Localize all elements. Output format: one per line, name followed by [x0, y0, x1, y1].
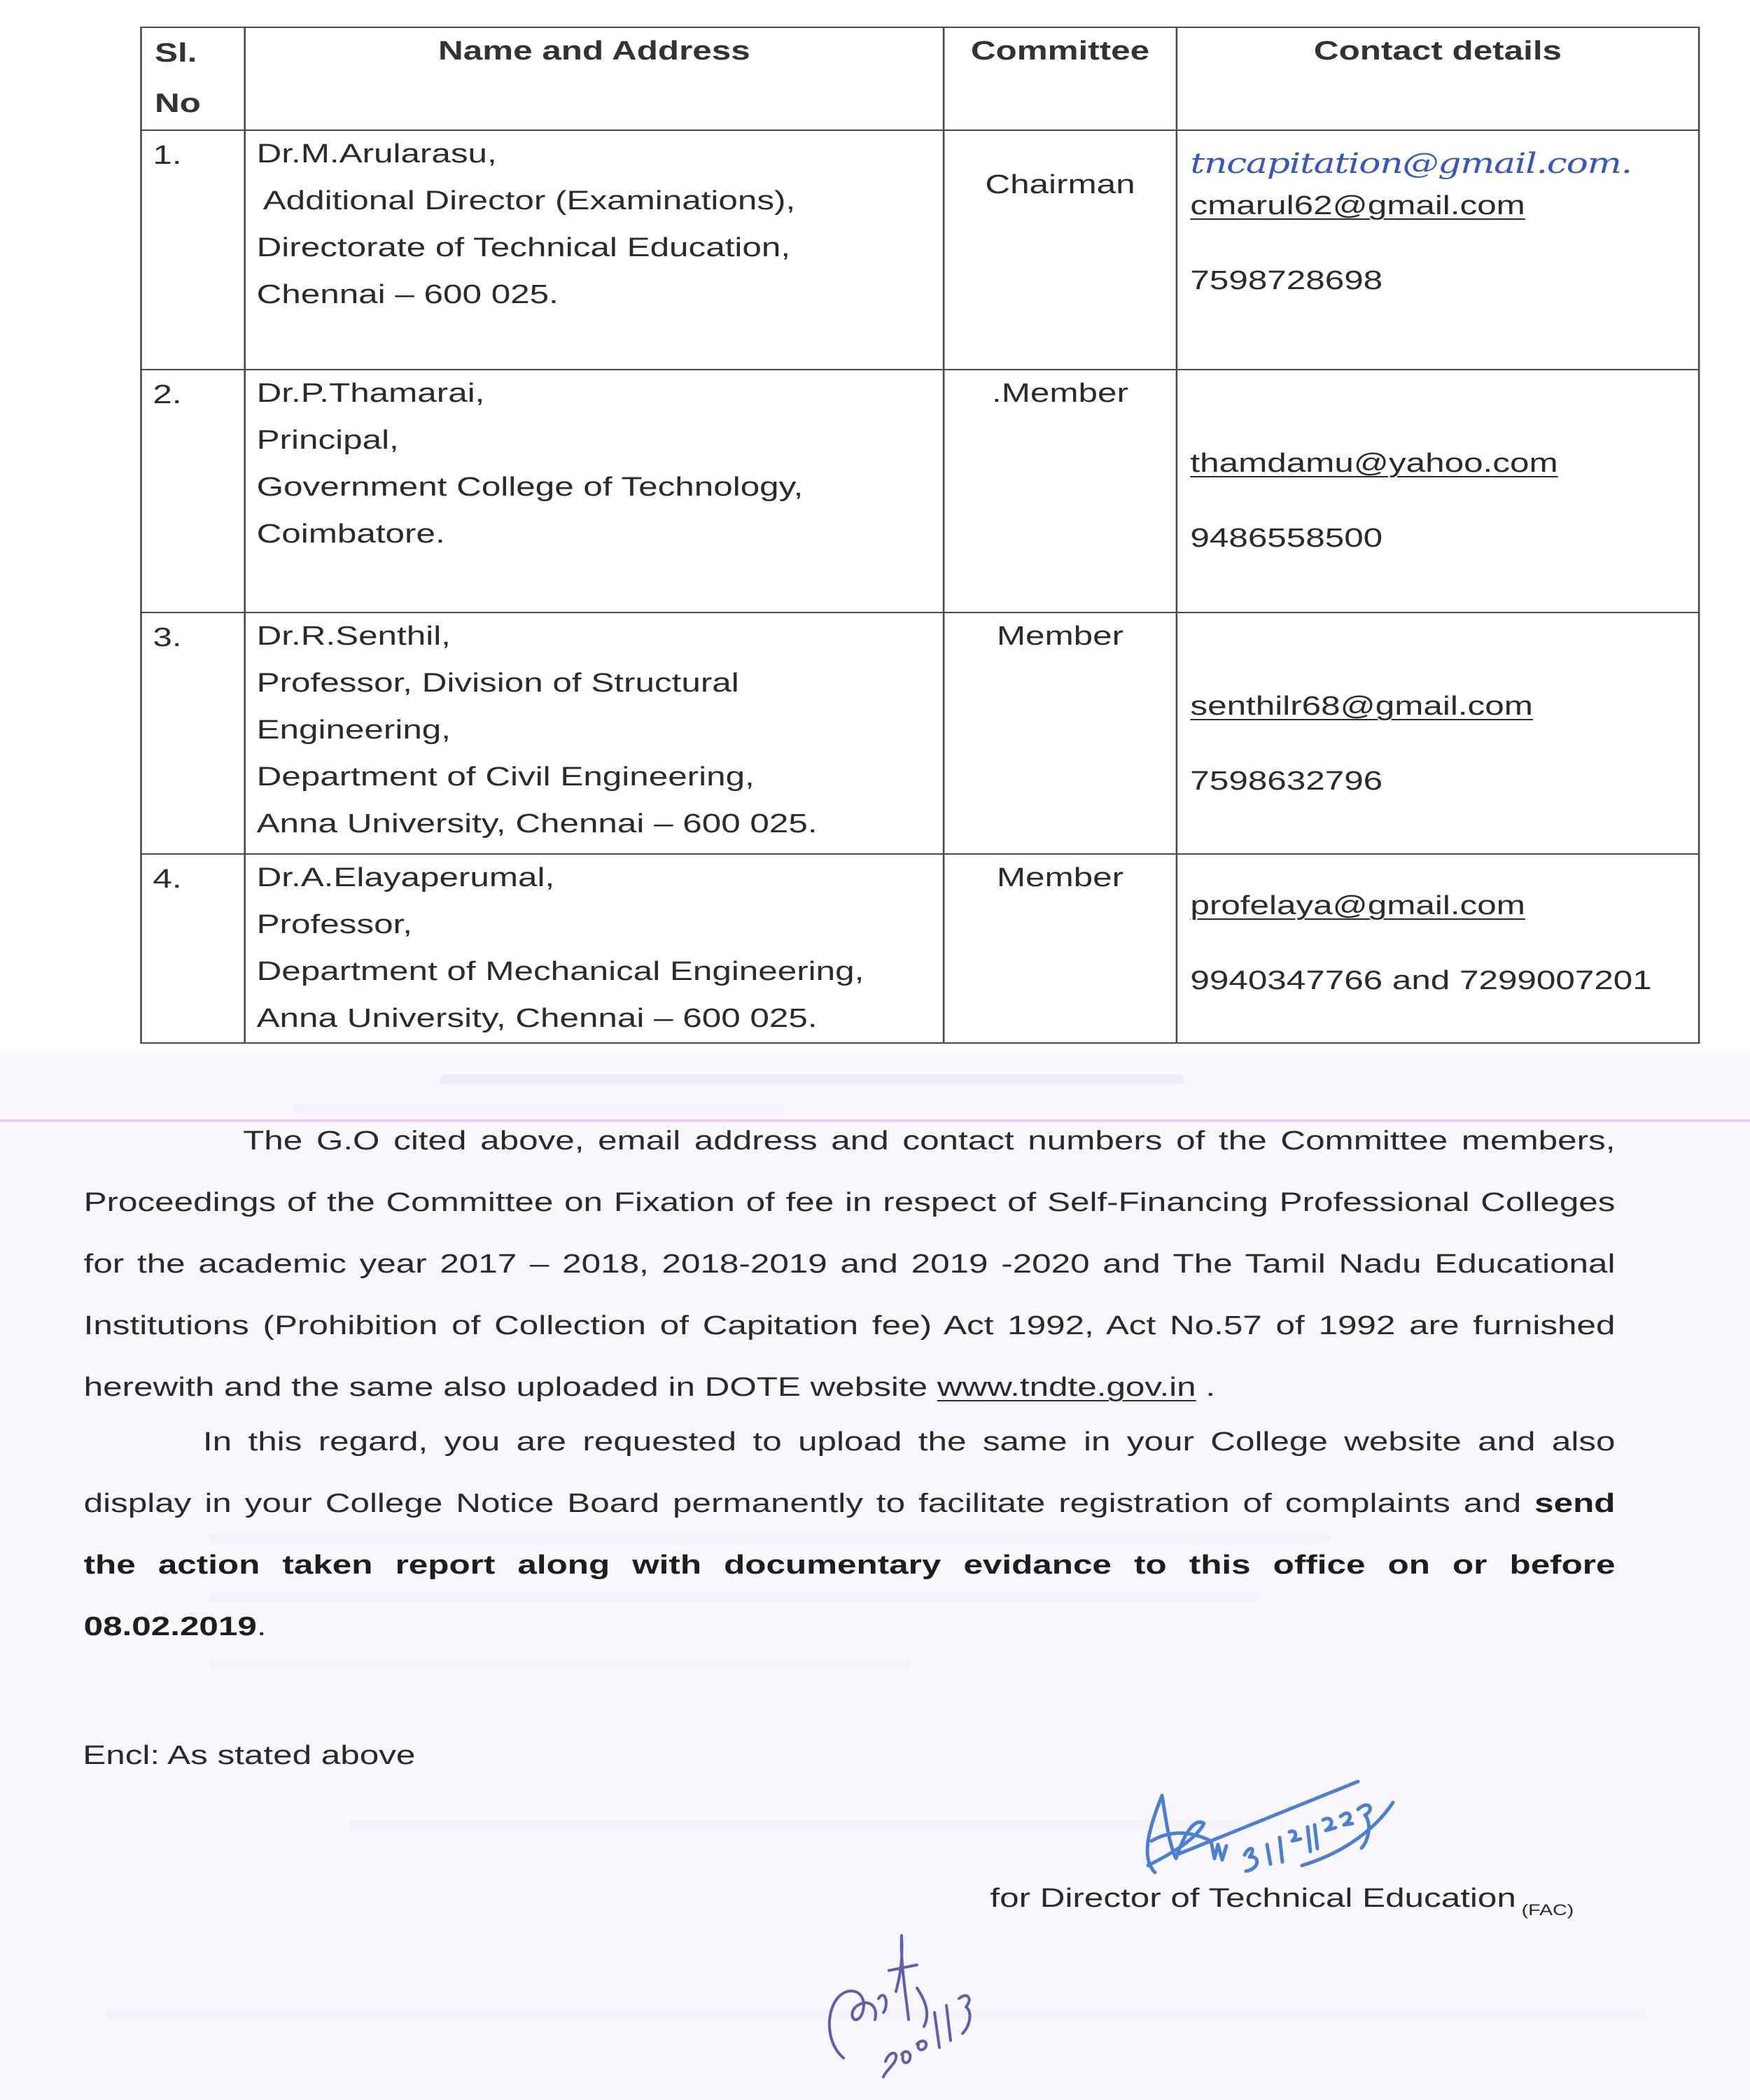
address-line: Additional Director (Examinations), — [262, 186, 796, 216]
sl-cell — [141, 854, 245, 1043]
table-row — [141, 854, 1700, 1043]
phone-number: 9940347766 and 7299007201 — [1190, 966, 1652, 995]
deadline-instruction: send the action taken report along with documentary evidance to this office on or before 08.02.2019 — [83, 1489, 1616, 1642]
member-name: Dr.A.Elayaperumal, — [256, 863, 555, 892]
spacer — [1190, 230, 1698, 258]
header-contact-details: Contact details — [1177, 27, 1699, 130]
phone-number: 9486558500 — [1190, 524, 1383, 553]
table-row — [141, 130, 1700, 370]
member-name: Dr.M.Arularasu, — [256, 139, 497, 169]
address-line: Anna University, Chennai – 600 025. — [256, 1004, 818, 1033]
name-address-cell — [245, 130, 944, 370]
initial-signature-icon — [819, 1921, 1057, 2082]
email-link[interactable]: senthilr68@gmail.com — [1190, 692, 1533, 721]
spacer — [1190, 930, 1698, 958]
sl-cell — [141, 130, 245, 370]
dote-website-link[interactable]: www.tndte.gov.in — [937, 1373, 1196, 1402]
contact-cell — [1177, 130, 1699, 370]
header-sl-line2: No — [154, 89, 201, 118]
name-address-cell — [245, 612, 944, 854]
address-line: Principal, — [256, 426, 399, 455]
committee-role-cell — [944, 130, 1177, 370]
address-line: Anna University, Chennai – 600 025. — [256, 809, 818, 839]
designation-text: for Director of Technical Education — [990, 1884, 1516, 1913]
committee-role-cell — [944, 854, 1177, 1043]
name-address-cell — [245, 370, 944, 612]
phone-number: 7598632796 — [1190, 766, 1383, 796]
director-signature-icon — [1127, 1774, 1463, 1879]
committee-role: .Member — [992, 379, 1128, 408]
email-link[interactable]: cmarul62@gmail.com — [1190, 191, 1525, 220]
phone-number: 7598728698 — [1190, 266, 1383, 295]
committee-table — [140, 27, 1700, 1044]
paragraph-text: In this regard, you are requested to upload the same in your College website and also display in your College Notice Board permanently to facilitate registration of complaints and — [83, 1427, 1616, 1518]
header-committee: Committee — [944, 27, 1177, 130]
contact-cell — [1177, 612, 1699, 854]
committee-role-cell — [944, 370, 1177, 612]
table-row — [141, 370, 1700, 612]
committee-role-cell — [944, 612, 1177, 854]
table-row — [141, 612, 1700, 854]
email-link[interactable]: thamdamu@yahoo.com — [1190, 449, 1558, 478]
sl-cell — [141, 612, 245, 854]
header-sl-line1: Sl. — [154, 38, 197, 68]
sl-number: 1. — [153, 141, 182, 170]
spacer — [1190, 487, 1698, 515]
handwritten-email: tncapitation@gmail.com. — [1190, 148, 1632, 180]
address-line: Coimbatore. — [256, 519, 445, 549]
contact-cell — [1177, 854, 1699, 1043]
sl-number: 3. — [153, 623, 182, 652]
contact-cell — [1177, 370, 1699, 612]
spacer — [1190, 855, 1698, 883]
address-line: Directorate of Technical Education, — [256, 233, 791, 262]
spacer — [1190, 730, 1698, 758]
committee-role: Member — [996, 622, 1124, 651]
paragraph-go-cited — [84, 1110, 1616, 1418]
email-link[interactable]: profelaya@gmail.com — [1190, 891, 1525, 920]
address-line: Professor, Division of Structural — [256, 668, 739, 698]
sl-cell — [141, 370, 245, 612]
address-line: Engineering, — [256, 715, 451, 745]
committee-role: Member — [996, 863, 1124, 892]
address-line: Chennai – 600 025. — [256, 280, 559, 309]
address-line: Department of Mechanical Engineering, — [256, 957, 864, 986]
spacer — [1190, 370, 1698, 440]
header-name-address: Name and Address — [245, 27, 944, 130]
paragraph-text: The G.O cited above, email address and contact numbers of the Committee members, Proceedings of the Committee on Fixation of fee in respect of Self-Financing Professional Colleges for the academic year 2017 – 2018, 2018-2019 and 2019 -2020 and The Tamil Nadu Educational Institutions (Prohibition of Collection of Capitation fee) Act 1992, Act No.57 of 1992 are furnished herewith and the same also uploaded in DOTE website — [83, 1126, 1616, 1402]
address-line: Government College of Technology, — [256, 472, 804, 502]
address-line: Department of Civil Engineering, — [256, 762, 755, 792]
enclosure-note: Encl: As stated above — [83, 1741, 416, 1770]
member-name: Dr.R.Senthil, — [256, 622, 451, 651]
spacer — [1190, 613, 1698, 683]
paragraph-text-end: . — [1196, 1373, 1216, 1402]
paragraph-text-end: . — [256, 1612, 267, 1642]
designation-suffix: (FAC) — [1521, 1901, 1574, 1919]
sl-number: 4. — [153, 864, 182, 894]
sl-number: 2. — [153, 380, 182, 410]
name-address-cell — [245, 854, 944, 1043]
paragraph-request — [84, 1411, 1616, 1658]
header-sl-no — [141, 27, 245, 130]
signatory-designation — [990, 1870, 1574, 1938]
member-name: Dr.P.Thamarai, — [256, 379, 485, 408]
address-line: Professor, — [256, 910, 413, 939]
table-header-row — [141, 27, 1700, 130]
committee-role: Chairman — [985, 170, 1135, 200]
